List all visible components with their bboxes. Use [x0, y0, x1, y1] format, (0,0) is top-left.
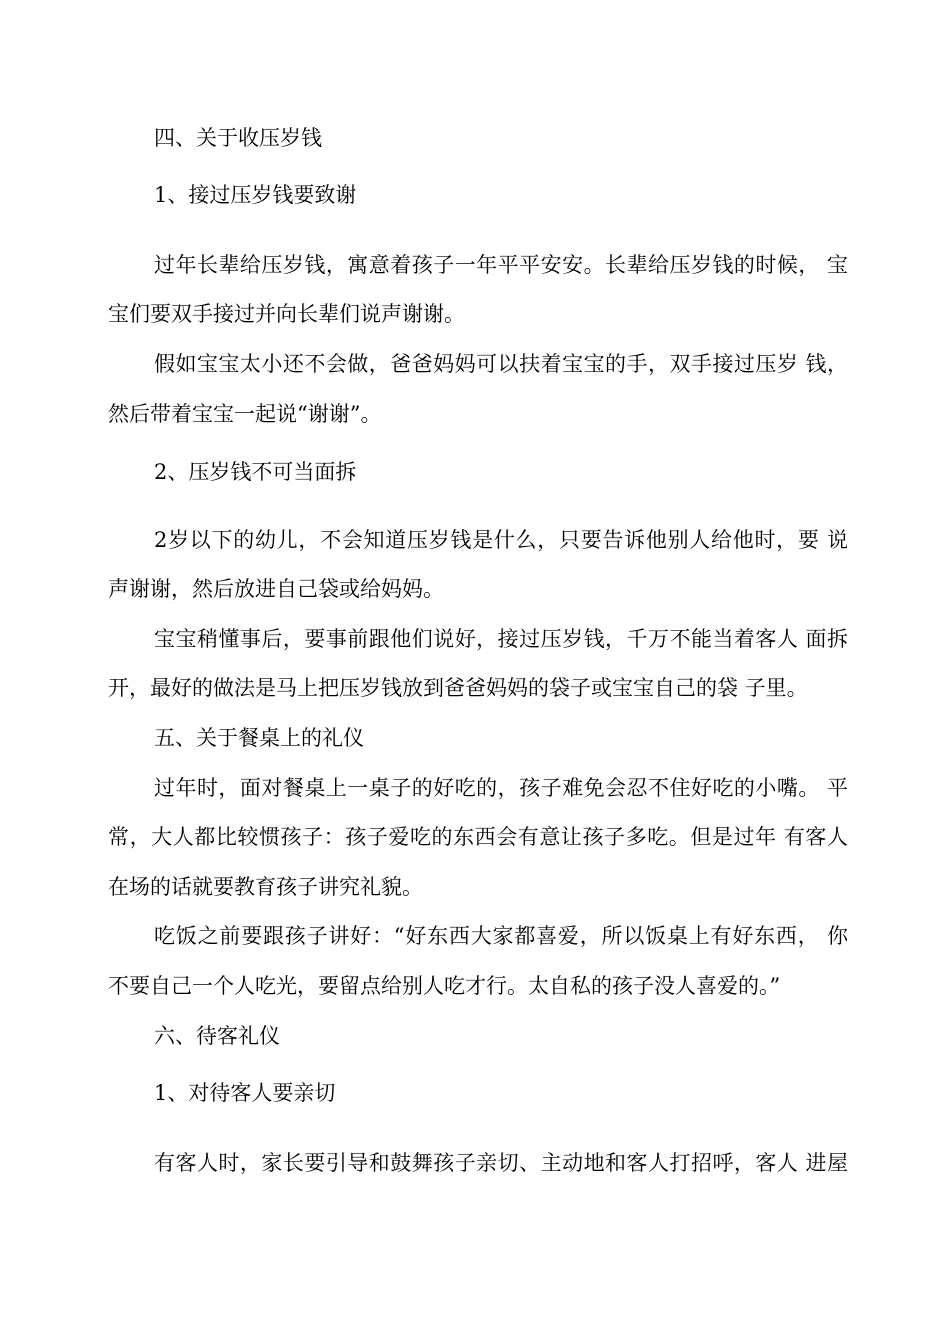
paragraph-line: 宝们要双手接过并向长辈们说声谢谢。 — [108, 302, 465, 326]
paragraph-line: 过年时，面对餐桌上一桌子的好吃的，孩子难免会忍不住好吃的小嘴。 平 — [154, 776, 848, 800]
paragraph-line: 声谢谢，然后放进自己袋或给妈妈。 — [108, 577, 444, 601]
subheading: 1、对待客人要亲切 — [154, 1081, 336, 1105]
paragraph-line: 有客人时，家长要引导和鼓舞孩子亲切、主动地和客人打招呼，客人 进屋 — [154, 1151, 848, 1175]
paragraph-line: 不要自己一个人吃光，要留点给别人吃才行。太自私的孩子没人喜爱的。” — [108, 974, 781, 998]
section-heading: 六、待客礼仪 — [154, 1024, 280, 1048]
paragraph-line: 然后带着宝宝一起说“谢谢”。 — [108, 402, 382, 426]
subheading: 2、压岁钱不可当面拆 — [154, 460, 357, 484]
paragraph-line: 过年长辈给压岁钱，寓意着孩子一年平平安安。长辈给压岁钱的时候， 宝 — [154, 253, 848, 277]
paragraph-line: 2岁以下的幼儿，不会知道压岁钱是什么，只要告诉他别人给他时，要 说 — [154, 528, 848, 552]
paragraph-line: 开，最好的做法是马上把压岁钱放到爸爸妈妈的袋子或宝宝自己的袋 子里。 — [108, 676, 808, 700]
paragraph-line: 吃饭之前要跟孩子讲好：“好东西大家都喜爱，所以饭桌上有好东西， 你 — [154, 924, 848, 948]
section-heading: 四、关于收压岁钱 — [154, 126, 322, 150]
paragraph-line: 在场的话就要教育孩子讲究礼貌。 — [108, 875, 423, 899]
paragraph-line: 宝宝稍懂事后，要事前跟他们说好，接过压岁钱，千万不能当着客人 面拆 — [154, 627, 848, 651]
paragraph-line: 假如宝宝太小还不会做，爸爸妈妈可以扶着宝宝的手，双手接过压岁 钱， — [154, 352, 848, 376]
subheading: 1、接过压岁钱要致谢 — [154, 183, 357, 207]
paragraph-line: 常，大人都比较惯孩子：孩子爱吃的东西会有意让孩子多吃。但是过年 有客人 — [108, 825, 848, 849]
section-heading: 五、关于餐桌上的礼仪 — [154, 726, 364, 750]
